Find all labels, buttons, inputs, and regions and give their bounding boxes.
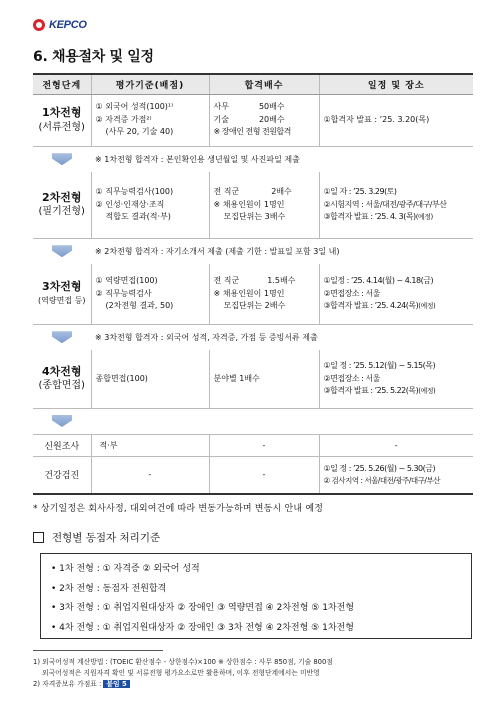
stage-note (33, 238, 473, 264)
schedule-change-note: * 상기일정은 회사사정, 대외여건에 따라 변동가능하며 변동시 안내 예정 (33, 504, 324, 514)
multiples-cell: 전 직군 1.5배수 ※ 채용인원이 1명인 모집단위는 2배수 (209, 264, 319, 324)
stage-name: 1차전형 (서류전형) (33, 94, 91, 146)
down-arrow-icon (52, 153, 72, 165)
schedule-cell: ①합격자 발표 : ’25. 3.20(목) (319, 94, 473, 146)
schedule-cell: ①일 정 : ’25. 5.12(월) ~ 5.15(목) ②면접장소 : 서울 ③합격자 발표 : ’25. 5.22(목)(예정) (319, 350, 473, 408)
multiples-cell: 전 직군 2배수 ※ 채용인원이 1명인 모집단위는 3배수 (209, 172, 319, 238)
footnote-2: 2) 자격증보유 가점표 : 붙임 5 (33, 679, 478, 690)
criteria-cell: ① 외국어 성적(100)¹⁾ ② 자격증 가점²⁾ (사무 20, 기술 40) (91, 94, 209, 146)
schedule-cell: - (319, 434, 473, 456)
stage-note (33, 408, 473, 434)
multiples-cell: 분야별 1배수 (209, 350, 319, 408)
header-criteria: 평가기준(배점) (91, 74, 209, 94)
table-row (33, 456, 473, 494)
header-stage: 전형단계 (33, 74, 91, 94)
stage-name: 신원조사 (33, 434, 91, 456)
criteria-cell: ① 역량면접(100) ② 직무능력검사 (2차전형 결과, 50) (91, 264, 209, 324)
annex-link[interactable]: 붙임 5 (103, 680, 129, 688)
logo-text: KEPCO (49, 19, 87, 31)
footnote-divider (33, 650, 163, 651)
stage-name: 2차전형 (필기전형) (33, 172, 91, 238)
criteria-cell: - (91, 456, 209, 494)
header-multiples: 합격배수 (209, 74, 319, 94)
schedule-cell: ①일 자 : ’25. 3.29(토) ②시험지역 : 서울/대전/광주/대구/부산 ③합격자 발표 : ’25. 4. 3(목)(예정) (319, 172, 473, 238)
footnote-1-detail: 외국어성적은 지원자격 확인 및 서류전형 평가요소로만 활용하며, 이후 전형단계에서는 미반영 (42, 669, 320, 677)
table-row (33, 94, 473, 146)
table-row (33, 434, 473, 456)
note-text: ※ 2차전형 합격자 : 자기소개서 제출 (제출 기한 : 발표일 포함 3일 내) (95, 246, 340, 256)
header-schedule: 일정 및 장소 (319, 74, 473, 94)
schedule-table (33, 73, 473, 495)
multiples-cell: 사무 50배수 기술 20배수 ※ 장애인 전형 전원합격 (209, 94, 319, 146)
table-row (33, 350, 473, 408)
list-item: • 4차 전형 : ① 취업지원대상자 ② 장애인 ③ 3차 전형 ④ 2차전형 ⑤ 1차전형 (51, 622, 354, 633)
criteria-cell: 적·부 (91, 434, 209, 456)
multiples-cell: - (209, 434, 319, 456)
checkbox-square-icon (33, 532, 44, 543)
down-arrow-icon (52, 415, 72, 427)
stage-name: 3차전형 (역량면접 등) (33, 264, 91, 324)
stage-note (33, 324, 473, 350)
stage-name: 4차전형 (종합면접) (33, 350, 91, 408)
kepco-logo (33, 16, 87, 34)
list-item: • 1차 전형 : ① 자격증 ② 외국어 성적 (51, 564, 200, 574)
schedule-cell: ①일 정 : ’25. 5.26(월) ~ 5.30(금) ② 검사지역 : 서울/대전/광주/대구/부산 (319, 456, 473, 494)
list-item: • 2차 전형 : 동점자 전원합격 (51, 583, 167, 594)
list-item: • 3차 전형 : ① 취업지원대상자 ② 장애인 ③ 역량면접 ④ 2차전형 ⑤ 1차전형 (51, 603, 355, 613)
note-text: ※ 3차전형 합격자 : 외국어 성적, 자격증, 가점 등 증빙서류 제출 (95, 332, 318, 342)
stage-name: 건강검진 (33, 456, 91, 494)
criteria-box-title: 전형별 동점자 처리기준 (33, 530, 160, 545)
kepco-logo-icon (33, 19, 45, 31)
tie-break-criteria-box (40, 553, 472, 639)
note-text: ※ 1차전형 합격자 : 본인확인용 생년월일 및 사진파일 제출 (95, 154, 300, 164)
schedule-cell: ①일정 : ’25. 4.14(월) ~ 4.18(금) ②면접장소 : 서울 ③합격자 발표 : ’25. 4.24(목)(예정) (319, 264, 473, 324)
table-header-row (33, 74, 473, 94)
footnotes (33, 657, 478, 690)
criteria-cell: 종합면접(100) (91, 350, 209, 408)
table-row (33, 264, 473, 324)
section-title: 6. 채용절차 및 일정 (33, 49, 154, 65)
table-row (33, 172, 473, 238)
stage-note (33, 146, 473, 172)
down-arrow-icon (52, 331, 72, 343)
criteria-cell: ① 직무능력검사(100) ② 인성·인재상·조직 적합도 결과(적·부) (91, 172, 209, 238)
multiples-cell: - (209, 456, 319, 494)
footnote-1: 1) 외국어성적 계산방법 : (TOEIC 환산점수 - 상한점수)×100 ※ 상한점수 : 사무 850점, 기술 800점 (33, 658, 333, 666)
down-arrow-icon (52, 245, 72, 257)
